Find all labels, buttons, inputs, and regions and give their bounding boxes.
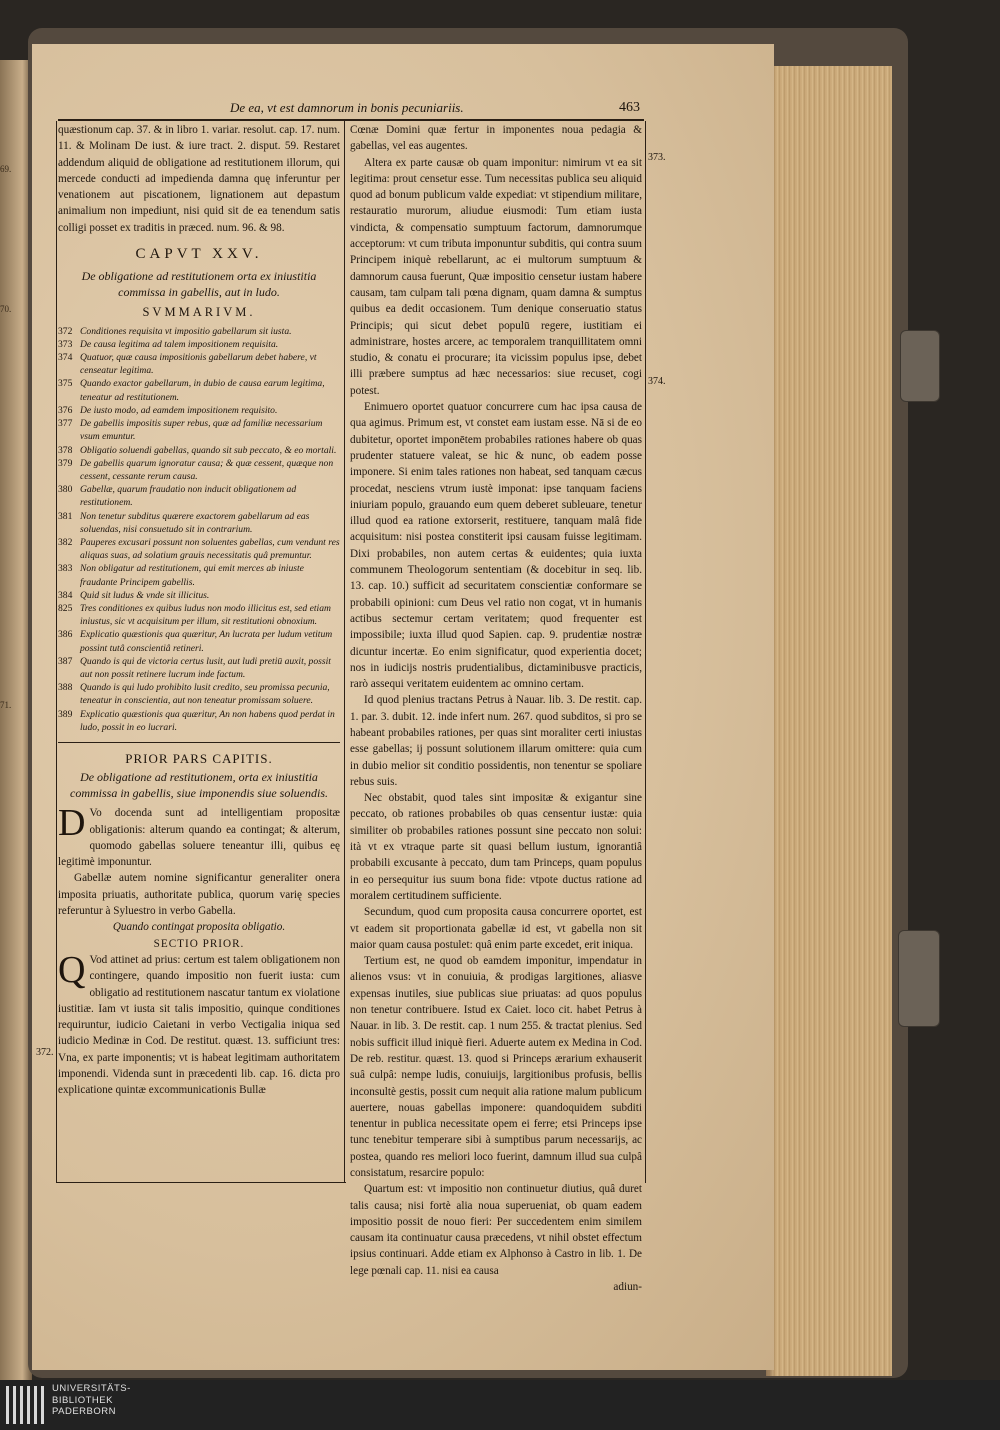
summary-item: 384 Quid sit ludus & vnde sit illicitus.: [58, 589, 210, 601]
summary-item: 376 De iusto modo, ad eamdem impositionem requisito.: [58, 404, 278, 416]
left-margin-number: 71.: [0, 700, 12, 710]
paragraph-r6: Tertium est, ne quod ob eamdem imponitur, impendatur in alienos vsus: vt in conuiuia, & prodigas largitiones, aliasve expensas inutiles, siue publicas siue priuatas: ad quos populus non tenetur contribuere. Istud ex Caiet. loco cit. habet Petrus à Nauar. in lib. 3. De restit. cap. 1 num 255. & tractat plenius. Sed nobis sufficit illud iniquè fieri. Aduerte autem ex Medina in Cod. De reb. restitur. quæst. 13. quod si Princeps ærarium exhauserit suâ culpâ: nempe ludis, conuiuijs, largitionibus profusis, bellis inconsultè gestis, possit cum nequit alia ratione malum publicum auertere, nouas gabellas imponere: quandoquidem subditi tenentur in publica necessitate opem ei ferre; etsi Princeps ipse tunc tenebitur temperare sibi à sumptibus parum necessarijs, ac postea, quando res meliori loco fuerint, damnum illud sua culpâ consistatum, resarcire populo:: [350, 955, 642, 1179]
right-column: [350, 122, 642, 1295]
chapter-heading: CAPVT XXV.: [135, 246, 263, 263]
bottom-rule: [56, 1182, 346, 1183]
paragraph-r0: Cœnæ Domini quæ fertur in imponentes noua pedagia & gabellas, vel eas augentes.: [350, 124, 642, 153]
paragraph-r5: Secundum, quod cum proposita causa concurrere oportet, est vt eadem sit proportionata gabellæ id est, vt gabella non sit maior quam causa postulet: quâ enim parte excedet, erit iniqua.: [350, 906, 642, 951]
left-frame-rule: [56, 121, 57, 1183]
summary-item: 825 Tres conditiones ex quibus ludus non modo illicitus est, sed etiam iniustus, sic vt acquisitum per illum, sit restitutioni obnoxium.: [58, 602, 331, 628]
library-logo-text: UNIVERSITÄTS- BIBLIOTHEK PADERBORN: [52, 1383, 131, 1417]
subheading-sectio: SECTIO PRIOR.: [153, 937, 245, 950]
summary-item: 389 Explicatio quæstionis qua quæritur, An non habens quod perdat in ludo, possit in eo lucrari.: [58, 708, 335, 733]
summary-item: 387 Quando is qui de victoria certus lusit, aut ludi pretiū auxit, possit aut non possit retinere lucrum inde factum.: [58, 655, 331, 680]
summary-item: 383 Non obligatur ad restitutionem, qui emit merces ab iniuste fraudante Principem gabellis.: [58, 563, 304, 588]
summary-item: 380 Gabellæ, quarum fraudatio non inducit obligationem ad restitutionem.: [58, 484, 297, 509]
summary-item: 372 Conditiones requisita vt impositio gabellarum sit iusta.: [58, 325, 292, 337]
left-column: [58, 122, 340, 1099]
clasp-top: [900, 330, 940, 402]
drop-cap: D: [58, 802, 86, 845]
subheading-quando: Quando contingat proposita obligatio.: [112, 921, 286, 934]
catchword: adiun-: [613, 1281, 642, 1294]
summary-item: 382 Pauperes excusari possunt non soluentes gabellas, cum vendunt res aliquas suas, ad solatium grauis necessitatis quâ premuntur.: [58, 536, 340, 562]
section-rule: [58, 742, 340, 743]
running-header: [60, 98, 640, 120]
paragraph-2: Gabellæ autem nomine significantur generaliter onera imposita priuatis, authoritate publica, quorum varię species referuntur à Syluestro in verbo Gabella.: [58, 872, 340, 918]
paragraph-r2: Enimuero oportet quatuor concurrere cum hac ipsa causa de qua agimus. Primum est, vt constet eam iustam esse. Nā si de eo dubitetur, oportet imponētem probabiles rationes habere ob quas prudenter statuere valeat, se hic & nunc, ob eadem posse imponere. Si enim tales rationes non habeat, sed tanquam cæcus procedat, nesciens vtrum iustè imponat: ipse tanquam faciens iniuriam populo, grauando eum quem deberet subleuare, tenetur illud quod ea ratione extorserit, restituere, tanquam malâ fide acquisitum: nisi postea constiterit ipsi causam fuisse legitimam. Dixi probabiles, non autem certas & euidentes; quia iuxta communem Theologorum sententiam (& docebitur in seq. lib. 13. cap. 10.) sufficit ad securitatem conscientiæ conformare se probabili opinioni: cum Deus vel ratio non cogat, vt in humanis actibus sectemur certam veritatem; quod frequenter est impossibile; iuxta illud quod Sapien. cap. 9. prudentiæ nostræ dicuntur incertæ. Eo enim significatur, quod experientia docet; nos in iudicijs nostris prudentialibus, dictaminibusve practicis, rarò assequi veritatem euidentem ac omnino certam.: [350, 401, 642, 691]
paragraph-r7: Quartum est: vt impositio non continuetur diutius, quâ duret talis causa; nisi fortè alia noua superueniat, ob quam eadem impositio possit de nouo fieri: Per succedentem enim similem causam ita continuatur causa præcedens, vt nihil obstet effectum ipsius continuari. Adde etiam ex Alphonso à Castro in lib. 1. De lege pœnali cap. 11. nisi ea causa: [350, 1183, 642, 1277]
margin-number: 373.: [648, 152, 666, 163]
margin-number: 374.: [648, 376, 666, 387]
part-heading: PRIOR PARS CAPITIS.: [125, 750, 273, 766]
margin-number: 372.: [36, 1047, 54, 1058]
drop-cap: Q: [58, 948, 86, 991]
paragraph-r4: Nec obstabit, quod tales sint impositæ & exigantur sine peccato, ob rationes probabiles ob quas censentur iustæ: quia similiter ob probabiles rationes possunt sine peccato non solui: ità vt ex vtraque parte sit quasi bellum iustum, ignorantiâ probabili excusante à peccato, dum tam Princeps, quam populus in eo persequitur ius suum bona fide: vtpote ductus ratione ad moralem certitudinem sufficiente.: [350, 792, 642, 902]
summary-item: 377 De gabellis impositis super rebus, quæ ad familiæ necessarium vsum emuntur.: [58, 418, 323, 443]
part-subtitle: De obligatione ad restitutionem, orta ex iniustitia commissa in gabellis, siue imponendis siue soluendis.: [70, 770, 328, 801]
summary-item: 375 Quando exactor gabellarum, in dubio de causa earum legitima, teneatur ad restitutionem.: [58, 378, 325, 403]
summary-list: [58, 325, 340, 734]
summary-heading: SVMMARIVM.: [142, 305, 256, 320]
right-frame-rule: [645, 121, 646, 1183]
library-footer: [0, 1380, 1000, 1430]
paragraph-r3: Id quod plenius tractans Petrus à Nauar. lib. 3. De restit. cap. 1. par. 3. dubit. 12. inde infert num. 267. quod subditos, si pro se habeant probabiles rationes, per quas sint moraliter certi iniustas esse gabellas; ij possunt solutionem illarum omittere: quia cum in dubio melior sit conditio possidentis, non tenentur se spoliare rebus suis.: [350, 694, 642, 788]
column-rule: [344, 121, 345, 1183]
left-margin-number: 69.: [0, 164, 12, 174]
summary-item: 373 De causa legitima ad talem impositionem requisita.: [58, 338, 279, 350]
running-title: De ea, vt est damnorum in bonis pecuniariis.: [230, 100, 464, 115]
summary-item: 388 Quando is qui ludo prohibito lusit credito, seu promissa pecunia, teneatur in conscientia, aut non teneatur promissam soluere.: [58, 682, 330, 707]
paragraph-1: D Vo docenda sunt ad intelligentiam propositæ obligationis: alterum quando ea contingat; & alterum, quomodo gabellas soluere teneantur illi, quibus eę legitimè imponuntur.: [58, 802, 340, 869]
summary-item: 381 Non tenetur subditus quærere exactorem gabellarum ad eas soluendas, nisi consuetudo sit in contrarium.: [58, 510, 310, 535]
paragraph-3: Q Vod attinet ad prius: certum est talem obligationem non contingere, quando impositio non fuerit iusta: cum obligatio ad restitutionem nascatur tantum ex violatione iustitiæ. Iam vt iusta sit talis impositio, quinque conditiones requiruntur, iudicio Caietani in verbo Vectigalia iniqua sed iudicio Medinæ in Cod. De restitut. quæst. 13. sufficiunt tres: Vna, ex parte imponentis; vt is habeat legitimam authoritatem imponendi. Videnda sunt in præcedenti lib. cap. 16. dicta pro explicatione quintæ excommunicationis Bullæ: [58, 948, 340, 1097]
summary-item: 379 De gabellis quarum ignoratur causa; & quæ cessent, quæque non cessent, cessante rerum causa.: [58, 457, 334, 482]
page-edges: [766, 66, 892, 1376]
summary-item: 386 Explicatio quæstionis qua quæritur, An lucrata per ludum vetitum possint tutâ conscientiâ retineri.: [58, 629, 333, 654]
page-number: 463: [619, 100, 640, 115]
clasp-bottom: [898, 930, 940, 1027]
summary-item: 378 Obligatio soluendi gabellas, quando sit sub peccato, & eo mortali.: [58, 444, 337, 456]
intro-paragraph: quæstionum cap. 37. & in libro 1. variar. resolut. cap. 17. num. 11. & Molinam De iust. & iure tract. 2. disput. 59. Restaret addendum aliquid de obligatione ad restitutionem illorum, qui mercede conducti ad impedienda damna quę inferuntur per venationem aut piscationem, lignationem aut depastum animalium non impediunt, nisi quid sit de ea tenendum satis colligi posset ex traditis in præced. num. 96. & 98.: [58, 124, 340, 234]
chapter-subtitle: De obligatione ad restitutionem orta ex iniustitia commissa in gabellis, aut in ludo.: [81, 269, 317, 300]
header-rule: [58, 119, 644, 121]
summary-item: 374 Quatuor, quæ causa impositionis gabellarum debet habere, vt censeatur legitima.: [58, 352, 317, 377]
library-logo-icon: [6, 1386, 46, 1424]
paragraph-r1: Altera ex parte causæ ob quam imponitur: nimirum vt ea sit legitima: prout censetur esse. Tum necessitas publica seu aliquid quod ad bonum publicum valde expediat: vt stipendium militare, restauratio murorum, aliudue eiusmodi: Tum etiam iusta vindicta, & compensatio sumptuum factorum, damnorumque acceptorum: vt cum tributa imponuntur subditis, qui contra suum Principem iniquè rebellarunt, ac ei multorum sumptuum & damnorum causa fuerunt, Quæ impositio censetur iustam habere causam, tam culpam tali pœna dignam, quam damna & sumptus quibus ea dedit occasionem. Tum denique conseruatio status Principis; qui sicut debet populū regere, iustitiam ei administrare, hostes arcere, ac temporalem tranquillitatem omni studio, & conatu ei procurare; ita vicissim populus ipse, debet illi præbere sumptus ad hæc necessarios: siue recuset, cogi potest.: [350, 156, 642, 397]
left-margin-number: 70.: [0, 304, 12, 314]
